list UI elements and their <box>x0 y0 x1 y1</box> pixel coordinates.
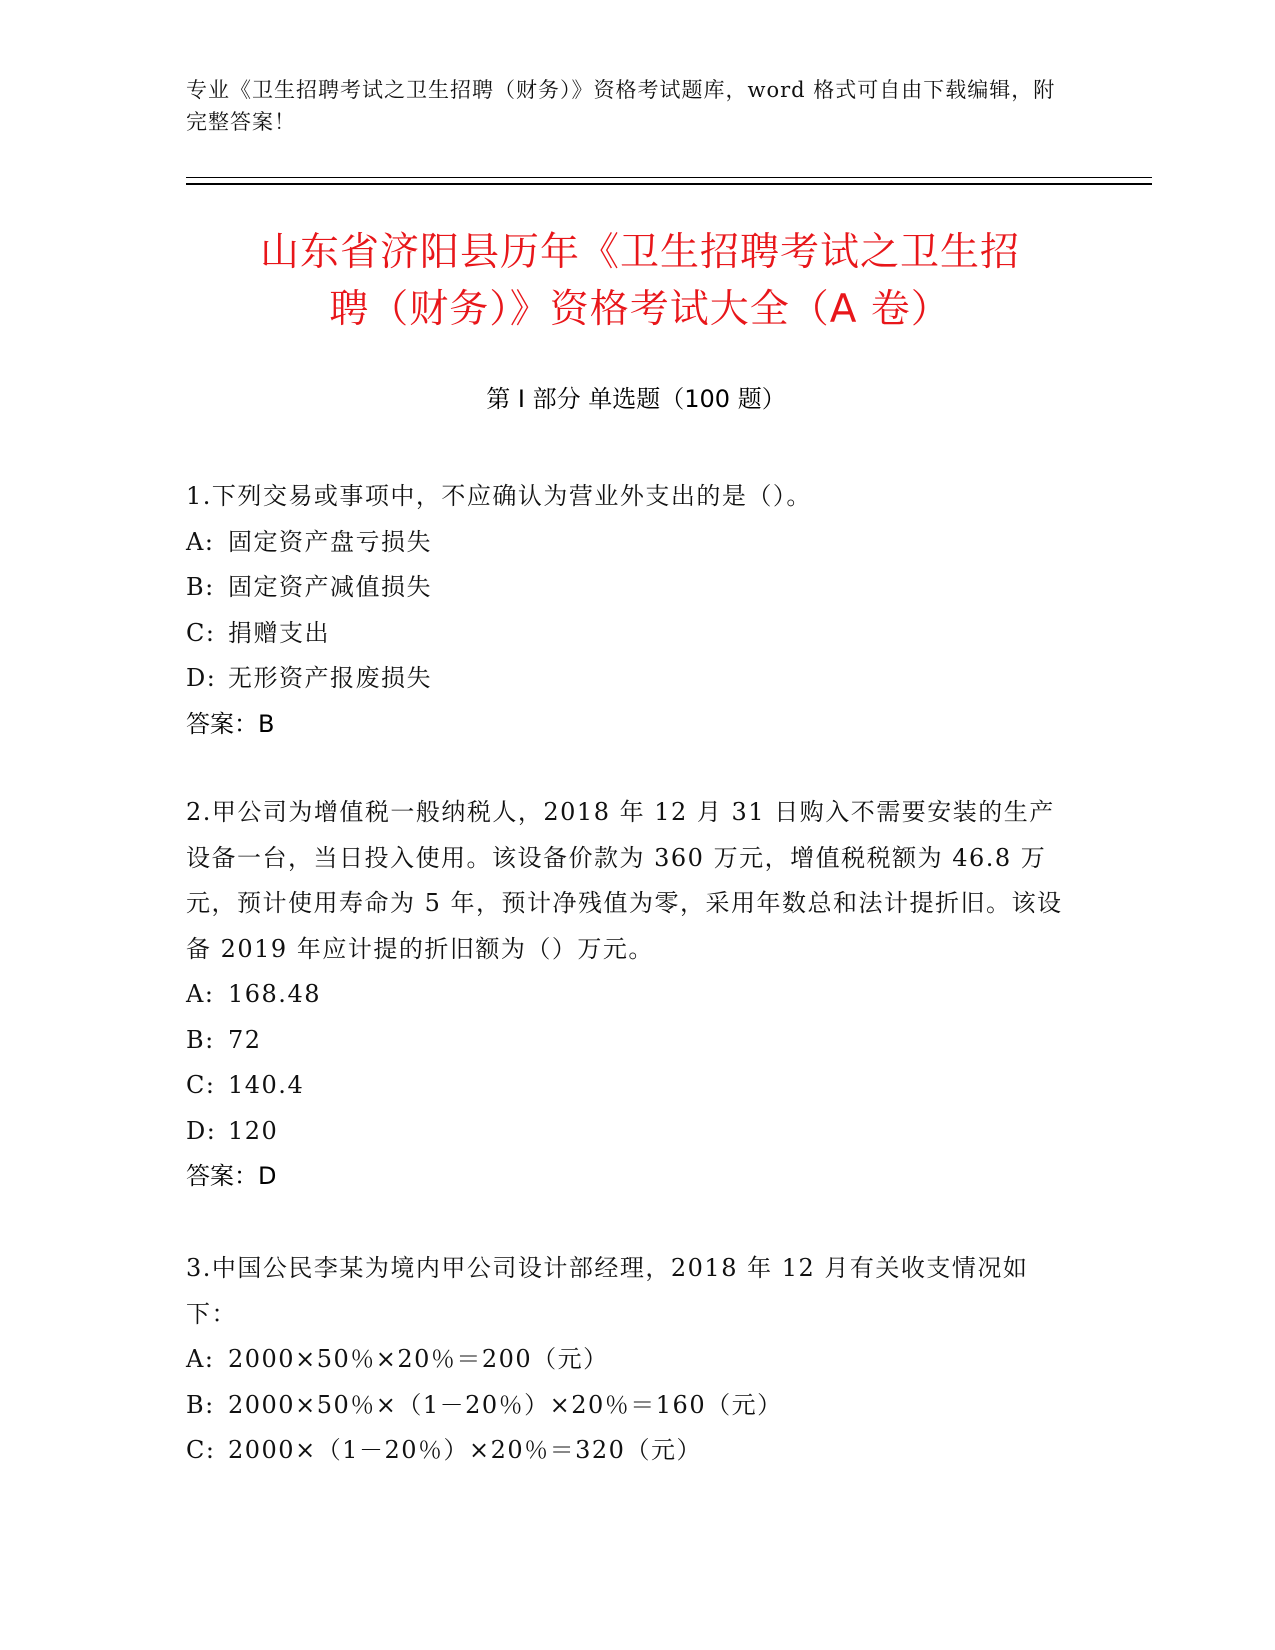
document-title-line-2: 聘（财务）》资格考试大全（A 卷） <box>329 287 951 332</box>
option-text: 2000×50％×（1－20％）×20％＝160（元） <box>228 1390 783 1419</box>
option-key: A: <box>186 1345 215 1373</box>
option-text: 2000×50％×20％＝200（元） <box>228 1345 609 1373</box>
option-b <box>186 1383 1076 1429</box>
option-text: 120 <box>228 1116 279 1145</box>
document-title-line-1: 山东省济阳县历年《卫生招聘考试之卫生招 <box>259 230 1020 275</box>
option-d <box>186 1109 1076 1155</box>
option-b <box>186 565 1076 611</box>
option-key: C: <box>186 1071 216 1099</box>
answer-label: 答案：B <box>186 709 275 738</box>
question-stem: 2.甲公司为增值税一般纳税人，2018 年 12 月 31 日购入不需要安装的生产设备一台，当日投入使用。该设备价款为 360 万元，增值税税额为 46.8 万元，预计使用寿命为 5 年，预计净残值为零，采用年数总和法计提折旧。该设备 2019 年应计提的折旧额为（）万元。 <box>186 798 1063 963</box>
option-d <box>186 656 1076 702</box>
option-text: 140.4 <box>228 1071 305 1099</box>
option-key: D: <box>186 664 217 692</box>
question-stem: 3.中国公民李某为境内甲公司设计部经理，2018 年 12 月有关收支情况如下： <box>186 1254 1029 1328</box>
option-a <box>186 972 1076 1018</box>
header-rule-thin <box>186 177 1152 178</box>
option-key: A: <box>186 980 215 1008</box>
option-text: 168.48 <box>228 980 321 1008</box>
option-key: C: <box>186 1436 216 1464</box>
option-a <box>186 1337 1076 1383</box>
option-text: 捐赠支出 <box>228 618 330 647</box>
option-text: 72 <box>228 1025 262 1054</box>
option-key: B: <box>186 573 215 601</box>
option-a <box>186 520 1076 566</box>
option-text: 固定资产减值损失 <box>228 573 432 601</box>
option-b <box>186 1018 1076 1064</box>
header-note: 专业《卫生招聘考试之卫生招聘（财务）》资格考试题库，word 格式可自由下载编辑，附完整答案！ <box>186 78 1056 134</box>
option-key: B: <box>186 1025 215 1054</box>
option-key: C: <box>186 618 216 647</box>
option-key: B: <box>186 1390 215 1419</box>
option-key: D: <box>186 1116 217 1145</box>
question-stem: 1.下列交易或事项中，不应确认为营业外支出的是（）。 <box>186 482 812 510</box>
option-text: 固定资产盘亏损失 <box>228 527 432 556</box>
option-c <box>186 1063 1076 1109</box>
question-2 <box>186 790 1076 1200</box>
header-rule-thick <box>186 183 1152 185</box>
option-c <box>186 611 1076 657</box>
option-key: A: <box>186 527 215 556</box>
option-c <box>186 1428 1076 1474</box>
section-title: 第 I 部分 单选题（100 题） <box>486 385 786 413</box>
option-text: 2000×（1－20％）×20％＝320（元） <box>228 1436 702 1464</box>
document-title <box>180 224 1100 338</box>
question-1 <box>186 474 1076 747</box>
option-text: 无形资产报废损失 <box>228 664 432 692</box>
question-3 <box>186 1246 1076 1474</box>
answer-label: 答案：D <box>186 1162 277 1190</box>
